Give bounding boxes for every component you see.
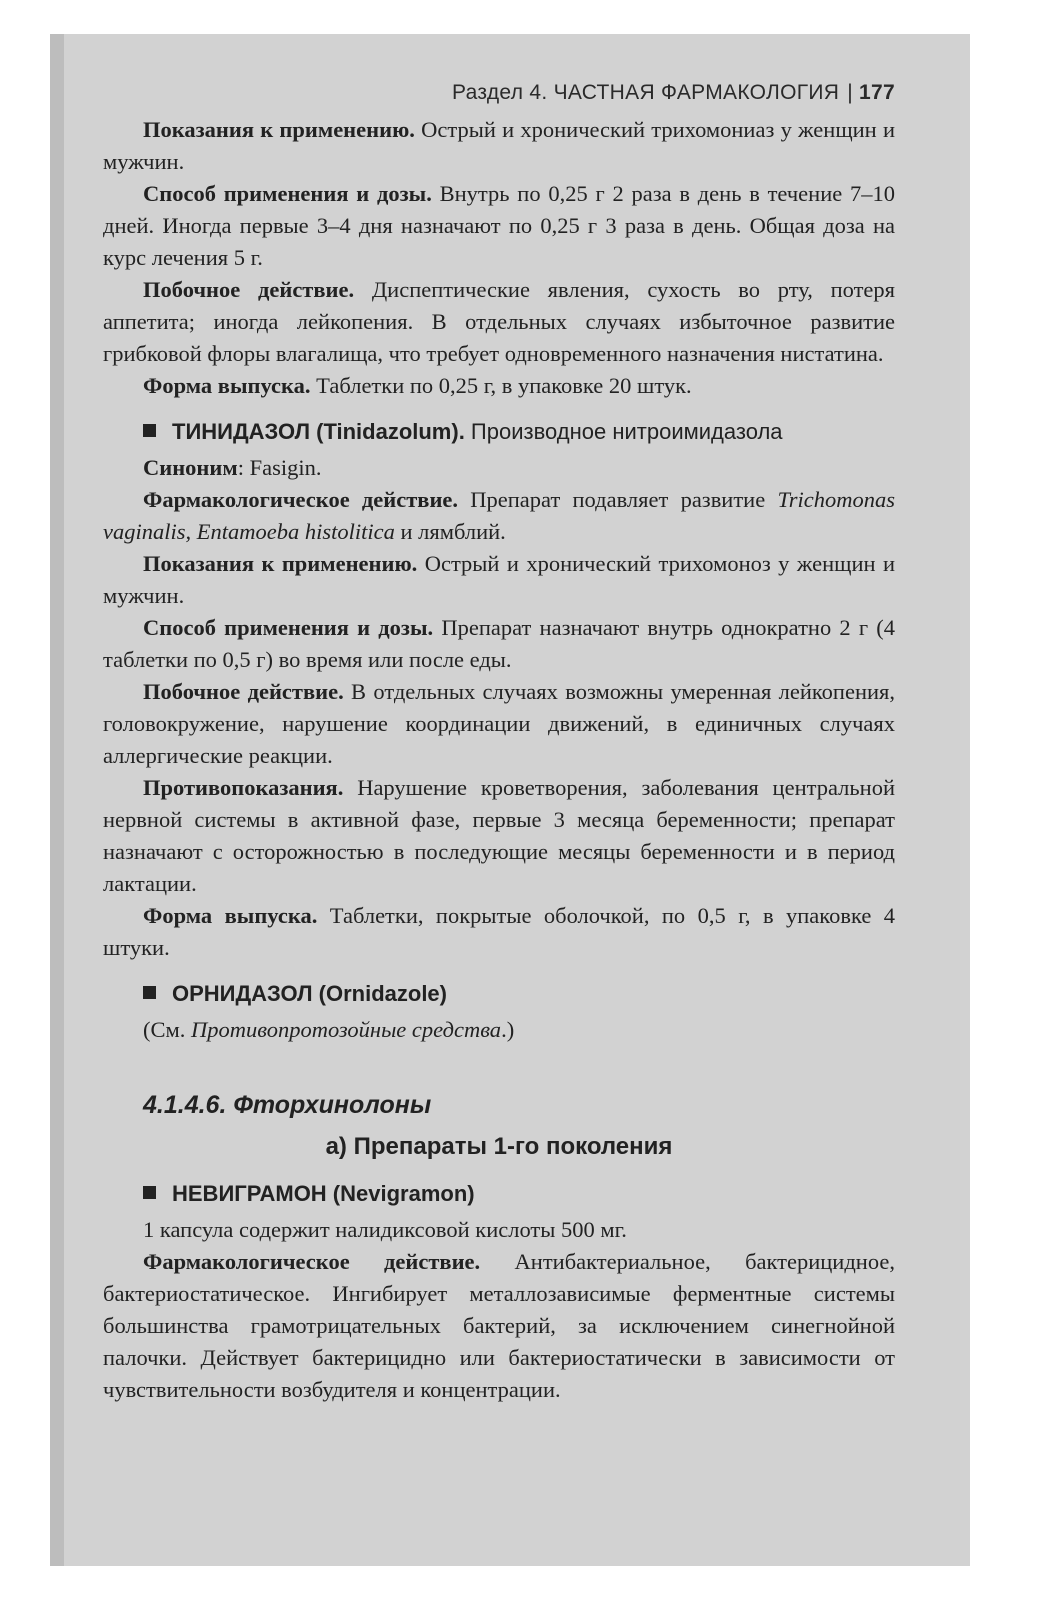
subsection-heading: а) Препараты 1-го поколения: [325, 1133, 673, 1160]
running-head-section: Раздел 4. ЧАСТНАЯ ФАРМАКОЛОГИЯ: [452, 81, 840, 104]
paragraph-side-effects: Побочное действие. В отдельных случаях возможны умеренная лейкопения, головокружение, нарушение координации движений, в единичных случаях аллергические реакции.: [103, 679, 896, 768]
paragraph-side-effects: Побочное действие. Диспептические явления, сухость во рту, потеря аппетита; иногда лейкопения. В отдельных случаях избыточное развитие грибковой флоры влагалища, что требует одновременного назначения нистатина.: [103, 277, 896, 366]
paragraph-pharm-action: Фармакологическое действие. Препарат подавляет развитие Trichomonas vaginalis, Entamoeba histolitica и лямблий.: [103, 487, 895, 544]
paragraph-dosage: Способ применения и дозы. Препарат назначают внутрь однократно 2 г (4 таблетки по 0,5 г) во время или после еды.: [103, 615, 895, 672]
drug-heading-tinidazol: ТИНИДАЗОЛ (Tinidazolum). Производное нитроимидазола: [143, 416, 895, 448]
paragraph-indications: Показания к применению. Острый и хронический трихомониаз у женщин и мужчин.: [103, 117, 895, 174]
paragraph-form: Форма выпуска. Таблетки по 0,25 г, в упаковке 20 штук.: [143, 373, 692, 398]
paragraph-dosage: Способ применения и дозы. Внутрь по 0,25 г 2 раза в день в течение 7–10 дней. Иногда первые 3–4 дня назначают по 0,25 г 3 раза в день. Общая доза на курс лечения 5 г.: [103, 181, 895, 270]
paragraph-contraindications: Противопоказания. Нарушение кроветворения, заболевания центральной нервной системы в активной фазе, первые 3 месяца беременности; препарат назначают с осторожностью в последующие месяцы беременности и в период лактации.: [103, 775, 895, 896]
running-head-separator: |: [847, 81, 854, 104]
paragraph-composition: 1 капсула содержит налидиксовой кислоты 500 мг.: [143, 1217, 627, 1242]
bullet-square-icon: [143, 1186, 156, 1199]
drug-heading-nevigramon: НЕВИГРАМОН (Nevigramon): [143, 1178, 895, 1210]
paragraph-indications: Показания к применению. Острый и хронический трихомоноз у женщин и мужчин.: [103, 551, 895, 608]
running-head: [103, 72, 895, 114]
paragraph-form: Форма выпуска. Таблетки, покрытые оболочкой, по 0,5 г, в упаковке 4 штуки.: [103, 903, 895, 960]
bullet-square-icon: [143, 424, 156, 437]
drug-heading-ornidazol: ОРНИДАЗОЛ (Ornidazole): [143, 978, 895, 1010]
scan-edge-shadow: [50, 34, 64, 1566]
book-page: [103, 72, 895, 1406]
page-number: 177: [859, 81, 895, 104]
paragraph-pharm-action: Фармакологическое действие. Антибактериальное, бактерицидное, бактериостатическое. Ингибирует металлозависимые ферментные системы большинства грамотрицательных бактерий, за исключением синегнойной палочки. Действует бактерицидно или бактериостатически в зависимости от чувствительности возбудителя и концентрации.: [103, 1249, 895, 1402]
bullet-square-icon: [143, 986, 156, 999]
section-heading: 4.1.4.6. Фторхинолоны: [143, 1091, 432, 1119]
paragraph-synonym: Синоним: Fasigin.: [143, 455, 322, 480]
paragraph-cross-reference: (См. Противопротозойные средства.): [143, 1017, 515, 1042]
